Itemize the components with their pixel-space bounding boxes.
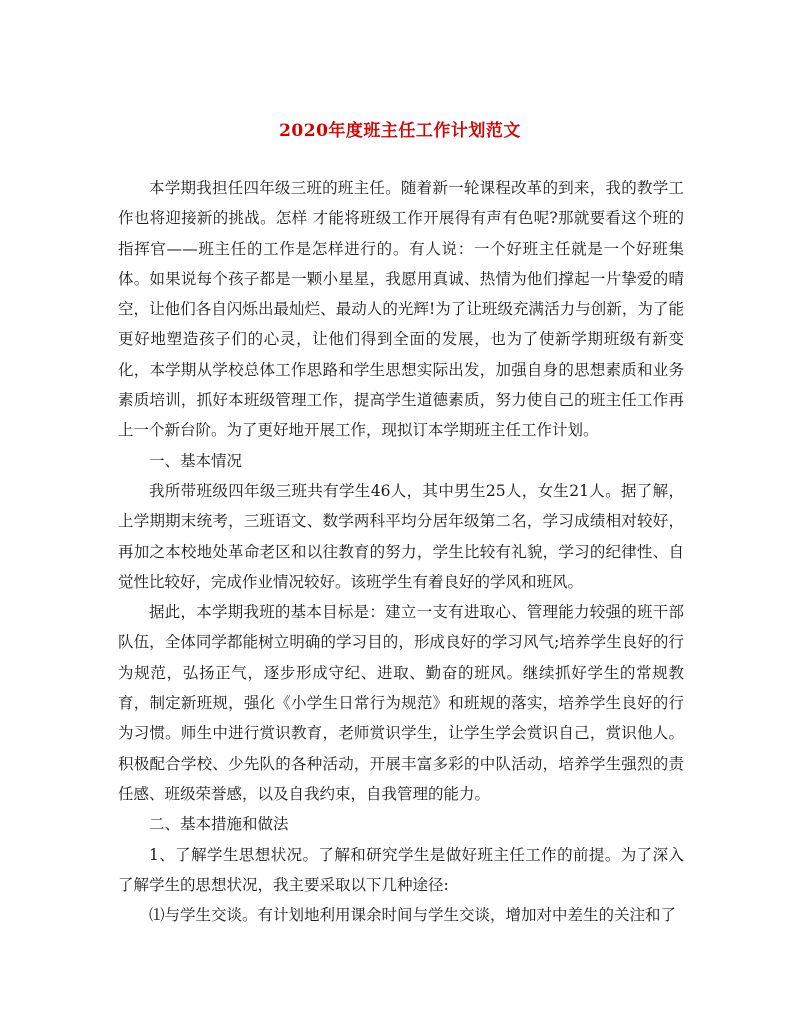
section-heading-basic-situation: 一、基本情况 [149, 451, 243, 470]
document-title: 2020年度班主任工作计划范文 [279, 121, 521, 141]
basic-situation-paragraph: 我所带班级四年级三班共有学生46人，其中男生25人，女生21人。据了解，上学期期末统考，三班语文、数学两科平均分居年级第二名，学习成绩相对较好，再加之本校地处革命老区和以往教育的努力，学生比较有礼貌，学习的纪律性、自觉性比较好，完成作业情况较好。该班学生有着良好的学风和班风。 [118, 481, 684, 591]
measure-1-item-1-paragraph: ⑴与学生交谈。有计划地利用课余时间与学生交谈，增加对中差生的关注和了 [149, 906, 677, 925]
document-body [118, 173, 684, 930]
measure-1-paragraph: 1、了解学生思想状况。了解和研究学生是做好班主任工作的前提。为了深入了解学生的思想状况，我主要采取以下几种途径: [118, 845, 684, 894]
intro-paragraph: 本学期我担任四年级三班的班主任。随着新一轮课程改革的到来，我的教学工作也将迎接新的挑战。怎样 才能将班级工作开展得有声有色呢?那就要看这个班的指挥官——班主任的工作是怎样进行的。有人说：一个好班主任就是一个好班集体。如果说每个孩子都是一颗小星星，我愿用真诚、热情为他们撑起一片挚爱的晴空，让他们各自闪烁出最灿烂、最动人的光辉!为了让班级充满活力与创新，为了能更好地塑造孩子们的心灵，让他们得到全面的发展，也为了使新学期班级有新变化，本学期从学校总体工作思路和学生思想实际出发，加强自身的思想素质和业务素质培训，抓好本班级管理工作，提高学生道德素质，努力使自己的班主任工作再上一个新台阶。为了更好地开展工作，现拟订本学期班主任工作计划。 [118, 179, 684, 440]
section-heading-measures: 二、基本措施和做法 [149, 815, 289, 834]
goals-paragraph: 据此，本学期我班的基本目标是：建立一支有进取心、管理能力较强的班干部队伍，全体同学都能树立明确的学习目的，形成良好的学习风气;培养学生良好的行为规范，弘扬正气，逐步形成守纪、进取、勤奋的班风。继续抓好学生的常规教育，制定新班规，强化《小学生日常行为规范》和班规的落实，培养学生良好的行为习惯。师生中进行赏识教育，老师赏识学生，让学生学会赏识自己，赏识他人。积极配合学校、少先队的各种活动，开展丰富多彩的中队活动，培养学生强烈的责任感、班级荣誉感，以及自我约束，自我管理的能力。 [118, 603, 684, 803]
